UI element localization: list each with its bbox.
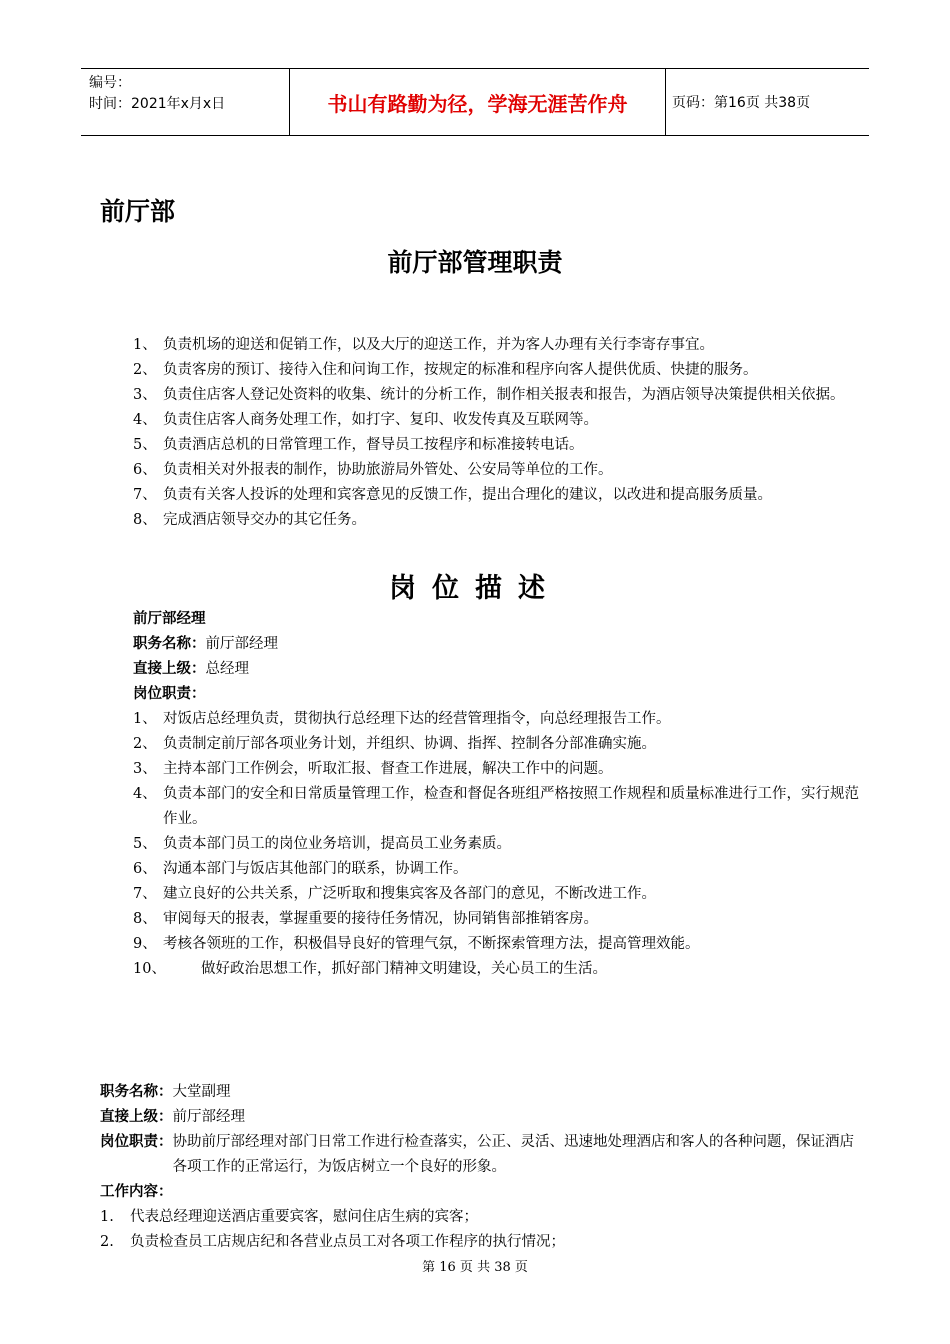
manager-heading: 前厅部经理 (133, 611, 206, 627)
time-label: 时间：2021年x月x日 (89, 96, 226, 112)
list-item: 5、 负责本部门员工的岗位业务培训，提高员工业务素质。 (133, 836, 511, 852)
manager-duties-label: 岗位职责： (133, 686, 206, 702)
list-item: 7、 负责有关客人投诉的处理和宾客意见的反馈工作，提出合理化的建议，以改进和提高服务质量。 (133, 487, 772, 503)
main-title: 前厅部管理职责 (387, 248, 563, 277)
list-item: 6、 沟通本部门与饭店其他部门的联系，协调工作。 (133, 861, 468, 877)
list-item: 6、 负责相关对外报表的制作，协助旅游局外管处、公安局等单位的工作。 (133, 462, 613, 478)
manager-superior-row: 直接上级：总经理 (133, 661, 249, 677)
dept-title: 前厅部 (100, 197, 176, 226)
list-item: 1、 负责机场的迎送和促销工作，以及大厅的迎送工作，并为客人办理有关行李寄存事宜。 (133, 337, 714, 353)
post-description-title: 岗位描述 (389, 573, 561, 604)
list-item: 3、 主持本部门工作例会，听取汇报、督查工作进展，解决工作中的问题。 (133, 761, 613, 777)
manager-duties-list (133, 707, 873, 982)
list-item: 10、 做好政治思想工作，抓好部门精神文明建设，关心员工的生活。 (133, 961, 607, 977)
list-item: 4、 负责本部门的安全和日常质量管理工作，检查和督促各班组严格按照工作规程和质量标准进行工作，实行规范作业。 (133, 786, 859, 827)
list-item: 4、 负责住店客人商务处理工作，如打字、复印、收发传真及互联网等。 (133, 412, 598, 428)
list-item: 8、 审阅每天的报表，掌握重要的接待任务情况，协同销售部推销客房。 (133, 911, 598, 927)
list-item: 1. 代表总经理迎送酒店重要宾客，慰问住店生病的宾客； (100, 1209, 478, 1225)
assistant-duties-row: 岗位职责： 协助前厅部经理对部门日常工作进行检查落实，公正、灵活、迅速地处理酒店和客人的各种问题，保证酒店各项工作的正常运行，为饭店树立一个良好的形象。 (100, 1134, 854, 1175)
assistant-superior-row: 直接上级：前厅部经理 (100, 1109, 245, 1125)
list-item: 2、 负责制定前厅部各项业务计划，并组织、协调、指挥、控制各分部准确实施。 (133, 736, 656, 752)
manager-title-row: 职务名称：前厅部经理 (133, 636, 278, 652)
list-item: 9、 考核各领班的工作，积极倡导良好的管理气氛，不断探索管理方法，提高管理效能。 (133, 936, 700, 952)
header-meta (81, 69, 289, 135)
page-header (81, 68, 869, 136)
duties-list (133, 333, 873, 533)
assistant-section (100, 1080, 860, 1255)
list-item: 3、 负责住店客人登记处资料的收集、统计的分析工作，制作相关报表和报告，为酒店领导决策提供相关依据。 (133, 387, 845, 403)
header-page-info: 页码：第16页 共38页 (672, 95, 811, 111)
list-item: 5、 负责酒店总机的日常管理工作，督导员工按程序和标准接转电话。 (133, 437, 584, 453)
list-item: 1、 对饭店总经理负责，贯彻执行总经理下达的经营管理指令，向总经理报告工作。 (133, 711, 671, 727)
assistant-work-label: 工作内容： (100, 1184, 173, 1200)
number-label: 编号： (89, 75, 131, 91)
list-item: 2、 负责客房的预订、接待入住和问询工作，按规定的标准和程序向客人提供优质、快捷的服务。 (133, 362, 758, 378)
manager-section (133, 607, 278, 707)
list-item: 8、 完成酒店领导交办的其它任务。 (133, 512, 366, 528)
page-footer: 第 16 页 共 38 页 (422, 1260, 528, 1275)
assistant-title-row: 职务名称：大堂副理 (100, 1084, 231, 1100)
header-motto: 书山有路勤为径，学海无涯苦作舟 (289, 69, 666, 135)
list-item: 7、 建立良好的公共关系，广泛听取和搜集宾客及各部门的意见，不断改进工作。 (133, 886, 656, 902)
list-item: 2. 负责检查员工店规店纪和各营业点员工对各项工作程序的执行情况； (100, 1234, 565, 1250)
